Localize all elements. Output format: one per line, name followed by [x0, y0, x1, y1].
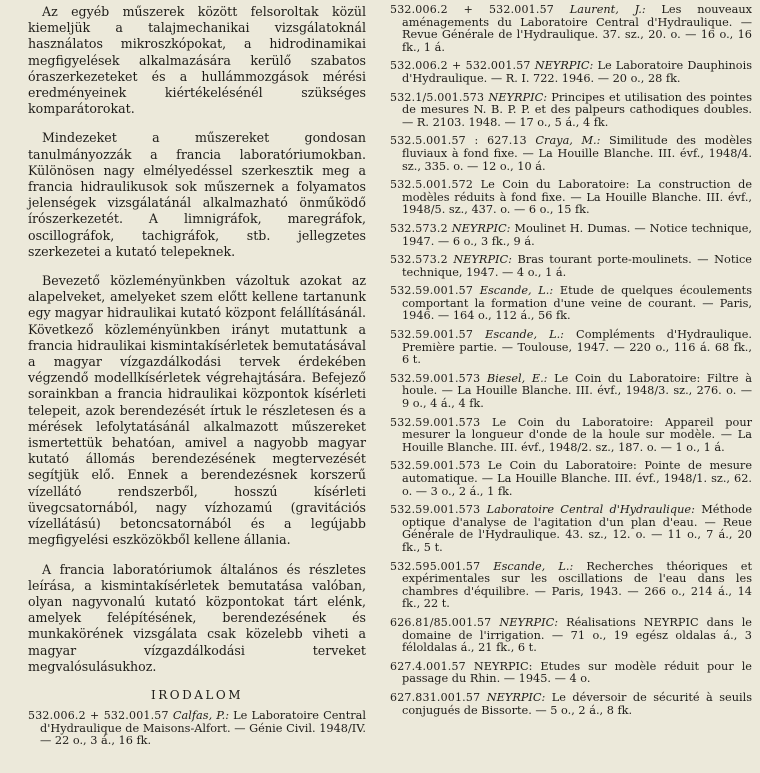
- reference-author: Escande, L.:: [479, 284, 554, 298]
- reference-udc-code: 532.006.2 + 532.001.57: [28, 708, 169, 722]
- reference-udc-code: 532.59.001.573: [390, 459, 481, 473]
- reference-udc-code: 532.573.2: [390, 221, 448, 235]
- reference-text: Le Coin du Laboratoire: Appareil pour mesurer la longueur d'onde de la houle sur modèle. — La Houille Blanche. III. évf., 1948/2. sz., 187. o. — 1 o., 1 á.: [402, 415, 752, 454]
- bibliography-heading: IRODALOM: [151, 687, 243, 702]
- reference-text: Le Coin du Laboratoire: Filtre à houle. — La Houille Blanche. III. évf., 1948/3. sz., 276. o. — 9 o., 4 á., 4 fk.: [402, 371, 752, 411]
- reference-item: [390, 617, 752, 655]
- reference-udc-code: 532.595.001.57: [390, 559, 481, 573]
- reference-item: [390, 661, 752, 686]
- reference-item: [390, 285, 752, 323]
- reference-text: Méthode optique d'analyse de l'agitation d'un plan d'eau. — Reue Générale de l'Hydraulique. 43. sz., 12. o. — 11 o., 7 á., 20 fk., 5 t.: [402, 503, 753, 554]
- reference-list: [28, 710, 366, 748]
- reference-author: Craya, M.:: [535, 134, 601, 148]
- reference-udc-code: 532.59.001.573: [390, 415, 481, 429]
- reference-item: [390, 692, 752, 717]
- reference-udc-code: 532.59.001.573: [390, 371, 481, 385]
- reference-item: [390, 561, 752, 611]
- reference-list: [390, 4, 752, 717]
- reference-text: Réalisations NEYRPIC dans le domaine de l'irrigation. — 71 o., 19 egész oldalas á., 3 féloldalas á., 21 fk., 6 t.: [402, 615, 752, 655]
- reference-author: Escande, L.:: [485, 328, 564, 342]
- reference-udc-code: 532.5.001.572: [390, 178, 474, 192]
- reference-item: [390, 329, 752, 367]
- reference-author: Calfas, P.:: [172, 708, 230, 722]
- reference-text: Le Coin du Laboratoire: La construction de modèles réduits à fond fixe. — La Houille Blanche. III. évf., 1948/5. sz., 437. o. — 6 o., 15 fk.: [402, 178, 753, 217]
- paragraph: Mindezeket a műszereket gondosan tanulmányozzák a francia laboratóriumokban. Különösen nagy elmélyedéssel szerkesztik meg a francia hidraulikusok sok műszernek a folyamatos jelenségek vizsgálatánál alkalmazható önműködő írószerkezetét. A limnigráfok, maregráfok, oscillográfok, tachigráfok, stb. jellegzetes szerkezetei a kutató telepeknek.: [28, 130, 366, 259]
- reference-item: [390, 4, 752, 54]
- paragraph: A francia laboratóriumok általános és részletes leírása, a kismintakísérletek bemutatása valóban, olyan nagyvonalú kutató központokat tárt elénk, amelyek felépítésének, berendezésének és munkakörének vizsgálata csak közelebb viheti a magyar vízgazdálkodási terveket megvalósulásukhoz.: [28, 561, 366, 674]
- reference-item: [390, 373, 752, 411]
- reference-text: Recherches théoriques et expérimentales sur les oscillations de l'eau dans les chambres d'équilibre. — Paris, 1943. — 266 o., 214 á., 14 fk., 22 t.: [402, 559, 753, 611]
- reference-item: [28, 710, 366, 748]
- reference-item: [390, 92, 752, 130]
- reference-author: NEYRPIC:: [488, 90, 548, 104]
- reference-author: NEYRPIC:: [451, 221, 511, 235]
- reference-udc-code: 532.573.2: [390, 253, 448, 267]
- reference-text: Moulinet H. Dumas. — Notice technique, 1947. — 6 o., 3 fk., 9 á.: [402, 221, 753, 248]
- reference-item: [390, 60, 752, 85]
- reference-udc-code: 532.006.2 + 532.001.57: [390, 59, 531, 73]
- reference-udc-code: 532.5.001.57 : 627.13: [390, 134, 527, 148]
- reference-item: [390, 179, 752, 217]
- reference-udc-code: 627.831.001.57: [390, 690, 481, 704]
- reference-udc-code: 626.81/85.001.57: [390, 615, 492, 629]
- reference-author: NEYRPIC:: [453, 253, 512, 267]
- reference-text: Etude de quelques écoulements comportant la formation d'une veine de courant. — Paris, 1946. — 164 o., 112 á., 56 fk.: [402, 284, 752, 323]
- reference-author: Biesel, E.:: [486, 371, 548, 385]
- reference-udc-code: 532.1/5.001.573: [390, 90, 485, 104]
- reference-author: NEYRPIC:: [486, 690, 546, 704]
- left-column: [28, 4, 366, 754]
- reference-text: Principes et utilisation des pointes de mesures N. B. P. P. et des palpeurs cathodiques doubles. — R. 2103. 1948. — 17 o., 5 á., 4 fk.: [402, 90, 753, 129]
- reference-text: Le Coin du Laboratoire: Pointe de mesure automatique. — La Houille Blanche. III. évf., 1948/1. sz., 62. o. — 3 o., 2 á., 1 fk.: [402, 459, 752, 498]
- reference-text: Compléments d'Hydraulique. Première partie. — Toulouse, 1947. — 220 o., 116 á. 68 fk., 6 t.: [402, 328, 753, 367]
- reference-author: NEYRPIC:: [534, 59, 594, 73]
- reference-udc-code: 627.4.001.57: [390, 659, 466, 673]
- reference-text: Le Laboratoire Dauphinois d'Hydraulique. — R. I. 722. 1946. — 20 o., 28 fk.: [402, 59, 753, 85]
- reference-text: Similitude des modèles fluviaux à fond fixe. — La Houille Blanche. III. évf., 1948/4. sz., 335. o. — 12 o., 10 á.: [402, 134, 753, 173]
- reference-udc-code: 532.006.2 + 532.001.57: [390, 3, 554, 16]
- paragraph: Az egyéb műszerek között felsoroltak közül kiemeljük a talajmechanikai vizsgálatoknál használatos mikroszkópokat, a hidrodinamikai megfigyelések alkalmazására kerülő szabatos óraszerkezeteket és a hullámmozgások mérési eredményeinek kiértékelésénél szükséges komparátorokat.: [28, 4, 366, 117]
- reference-udc-code: 532.59.001.57: [390, 284, 474, 298]
- paragraph: Bevezető közleményünkben vázoltuk azokat az alapelveket, amelyeket szem előtt kellene tartanunk egy magyar hidraulikai kutató központ felállításánál. Következő közleményünkben irányt mutattunk a francia hidraulikai kismintakísérletek bemutatásával a magyar vízgazdálkodási tervek érdekében végzendő modellkísérletek végrehajtására. Befejező sorainkban a francia hidraulikai központok kísérleti telepeit, azok berendezését írtuk le részletesen és a mérések lefolytatásánál alkalmazott műszereket ismertettük behatóan, amivel a nagyobb magyar kutató állomás berendezésének megtervezését segítjük elő. Ennek a berendezésnek korszerű vízellátó rendszerből, hosszú kísérleti üvegcsatornából, nagy vízhozamú (gravitációs vízellátású) betoncsatornából és a legújabb megfigyelési eszközökből kellene állania.: [28, 273, 366, 548]
- right-column: [390, 4, 752, 723]
- reference-author: Laboratoire Central d'Hydraulique:: [486, 503, 695, 517]
- reference-item: [390, 504, 752, 554]
- reference-item: [390, 135, 752, 173]
- reference-text: NEYRPIC: Etudes sur modèle réduit pour le passage du Rhin. — 1945. — 4 o.: [402, 659, 752, 686]
- reference-item: [390, 460, 752, 498]
- reference-item: [390, 223, 752, 248]
- reference-udc-code: 532.59.001.573: [390, 503, 481, 517]
- reference-author: Escande, L.:: [493, 559, 574, 573]
- reference-text: Les nouveaux aménagements du Laboratoire Central d'Hydraulique. — Revue Générale de l'Hydraulique. 37. sz., 20. o. — 16 o., 16 fk., 1 á.: [402, 3, 752, 54]
- reference-text: Le déversoir de sécurité à seuils conjugués de Bissorte. — 5 o., 2 á., 8 fk.: [402, 690, 752, 717]
- reference-text: Bras tourant porte-moulinets. — Notice technique, 1947. — 4 o., 1 á.: [402, 253, 752, 279]
- reference-udc-code: 532.59.001.57: [390, 328, 474, 342]
- reference-text: Le Laboratoire Central d'Hydraulique de Maisons-Alfort. — Génie Civil. 1948/IV. — 22 o., 3 á., 16 fk.: [40, 708, 366, 748]
- reference-author: NEYRPIC:: [499, 615, 559, 629]
- reference-item: [390, 254, 752, 279]
- reference-item: [390, 417, 752, 455]
- reference-author: Laurent, J.:: [569, 3, 646, 16]
